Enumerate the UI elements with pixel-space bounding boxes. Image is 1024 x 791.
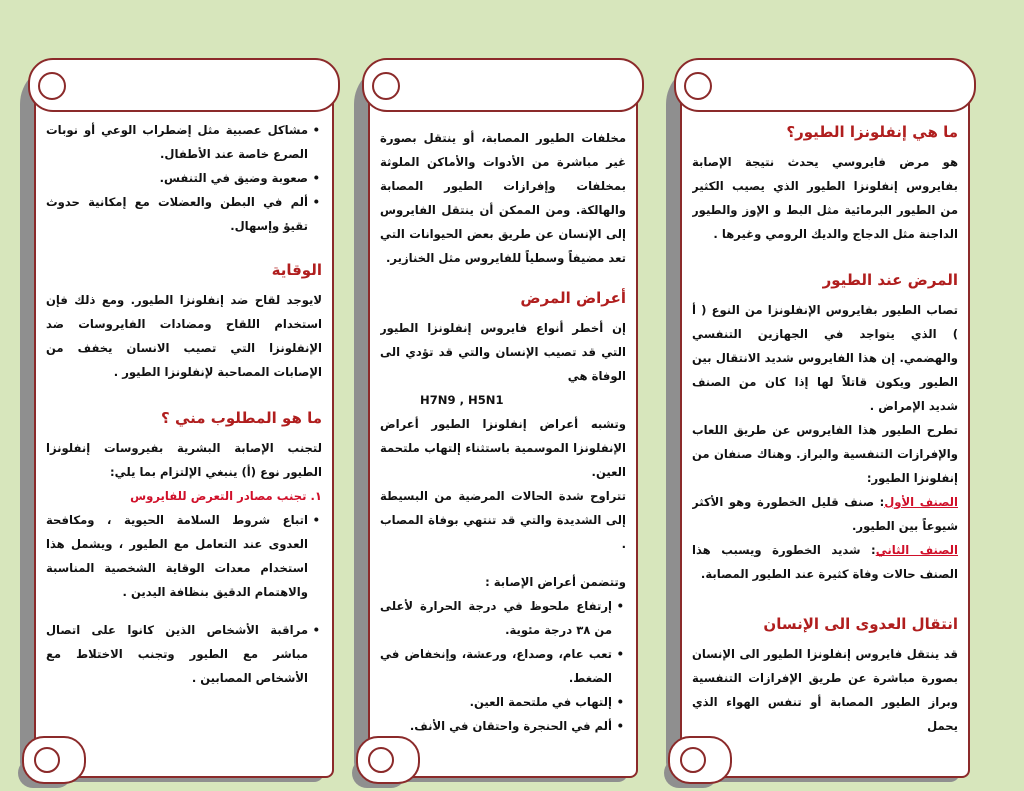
curl-circle xyxy=(38,72,66,100)
class-one-label: الصنف الأول xyxy=(884,495,958,509)
virus-strains: H7N9 , H5N1 xyxy=(420,393,504,407)
paragraph: لايوجد لقاح ضد إنفلونزا الطيور. ومع ذلك فإن استخدام اللقاح ومضادات الفايروسات ضد الإنفلونزا التي تصيب الانسان يخفف من الإصابات المصاحبة لإنفلونزا الطيور . xyxy=(46,293,322,379)
list-item: • مراقبة الأشخاص الذين كانوا على اتصال مباشر مع الطيور وتجنب الاختلاط مع الأشخاص المصابين . xyxy=(46,618,308,690)
guideline-list xyxy=(46,508,322,604)
panel-content xyxy=(692,118,958,758)
list-item: • إرتفاع ملحوظ في درجة الحرارة لأعلى من ٣٨ درجة مئوية. xyxy=(380,594,612,642)
scroll-top-curl xyxy=(674,58,976,112)
paragraph: تتراوح شدة الحالات المرضية من البسيطة إلى الشديدة والتي قد تنتهي بوفاة المصاب . xyxy=(380,489,626,551)
list-item: • اتباع شروط السلامة الحيوية ، ومكافحة العدوى عند التعامل مع الطيور ، ويشمل هذا استخدام معدات الوقاية الشخصية المناسبة والاهتمام الدقيق بنظافة اليدين . xyxy=(46,508,308,604)
panel-right xyxy=(680,58,970,778)
guideline-list xyxy=(46,618,322,690)
list-item: • تعب عام، وصداع، ورعشة، وإنخفاض في الضغط. xyxy=(380,642,612,690)
paragraph: لتجنب الإصابة البشرية بفيروسات إنفلونزا الطيور نوع (أ) ينبغي الإلتزام بما يلي: xyxy=(46,441,322,479)
heading-symptoms: أعراض المرض xyxy=(520,289,626,307)
class-one-text: : صنف قليل الخطورة وهو الأكثر شيوعاً بين الطيور. xyxy=(692,495,958,533)
paragraph: هو مرض فايروسي يحدث نتيجة الإصابة بفايروس إنفلونزا الطيور الذي يصيب الكثير من الطيور البرمائية مثل البط و الإوز والطيور الداجنة مثل الدجاج والديك الرومي وغيرها . xyxy=(692,155,958,241)
paragraph: مخلفات الطيور المصابة، أو ينتقل بصورة غير مباشرة من الأدوات والأماكن الملوثة بمخلفات وإفرازات الطيور المصابة والهالكة. ومن الممكن أن ينتقل الفايروس إلى الإنسان عن طريق بعض الحيوانات التي تعد مضيفاً وسطياً للفايروس مثل الخنازير. xyxy=(380,131,626,265)
list-item: • ألم في البطن والعضلات مع إمكانية حدوث تقيؤ وإسهال. xyxy=(46,190,308,238)
paragraph: تطرح الطيور هذا الفايروس عن طريق اللعاب والإفرازات التنفسية والبراز. وهناك صنفان من إنفلونزا الطيور: xyxy=(692,423,958,485)
symptom-list xyxy=(380,594,626,738)
heading-disease-birds: المرض عند الطيور xyxy=(822,271,958,289)
scroll-top-curl xyxy=(28,58,340,112)
heading-prevention: الوقاية xyxy=(271,261,322,279)
paragraph: وتتضمن أعراض الإصابة : xyxy=(485,575,626,589)
panel-middle xyxy=(368,58,638,778)
scroll-top-curl xyxy=(362,58,644,112)
class-two xyxy=(692,538,958,586)
panel-left xyxy=(34,58,334,778)
symptom-list-continued xyxy=(46,118,322,238)
class-two-label: الصنف الثاني xyxy=(875,543,958,557)
panel-content xyxy=(380,126,626,758)
heading-what-required: ما هو المطلوب مني ؟ xyxy=(161,409,322,427)
list-item: • ألم في الحنجرة واحتقان في الأنف. xyxy=(380,714,612,738)
list-item: • مشاكل عصبية مثل إضطراب الوعي أو نوبات الصرع خاصة عند الأطفال. xyxy=(46,118,308,166)
class-one xyxy=(692,490,958,538)
class-two-text: : شديد الخطورة ويسبب هذا الصنف حالات وفاة كثيرة عند الطيور المصابة. xyxy=(692,543,958,581)
panel-content xyxy=(46,118,322,758)
paragraph: قد ينتقل فايروس إنفلونزا الطيور الى الإنسان بصورة مباشرة عن طريق الإفرازات التنفسية وبراز الطيور المصابة أو تنفس الهواء الذي يحمل xyxy=(692,647,958,733)
paragraph: تصاب الطيور بفايروس الإنفلونزا من النوع ( أ ) الذي يتواجد في الجهازين التنفسي والهضمي. إن هذا الفايروس شديد الانتقال بين الطيور ويكون قاتلاً لها إذا كان من الصنف شديد الإمراض . xyxy=(692,303,958,413)
curl-circle xyxy=(684,72,712,100)
list-item: • إلتهاب في ملتحمة العين. xyxy=(380,690,612,714)
paragraph: إن أخطر أنواع فايروس إنفلونزا الطيور التي قد تصيب الإنسان والتي قد تؤدي الى الوفاة هي xyxy=(380,321,626,383)
curl-circle xyxy=(372,72,400,100)
heading-what-is: ما هي إنفلونزا الطيور؟ xyxy=(786,123,958,141)
subheading: ١. تجنب مصادر التعرض للفايروس xyxy=(130,489,322,503)
heading-transmission: انتقال العدوى الى الإنسان xyxy=(763,615,958,633)
list-item: • صعوبة وضيق في التنفس. xyxy=(46,166,308,190)
paragraph: وتشبه أعراض إنفلونزا الطيور أعراض الإنفلونزا الموسمية باستثناء إلتهاب ملتحمة العين. xyxy=(380,417,626,479)
